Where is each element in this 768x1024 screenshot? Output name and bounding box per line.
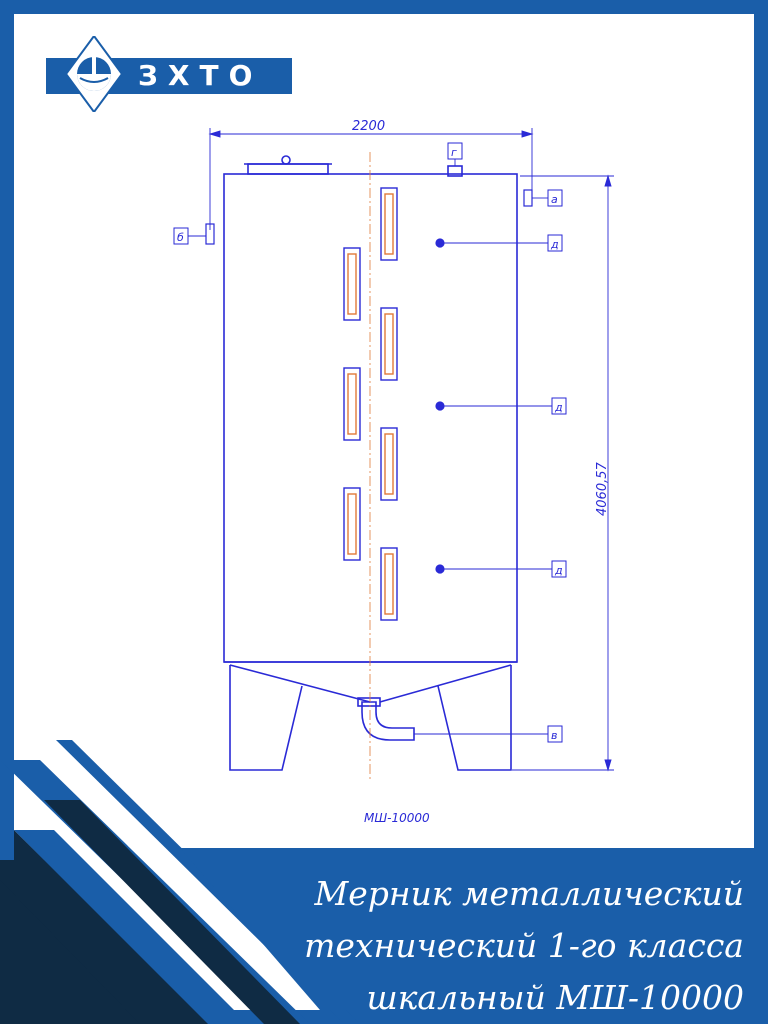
callout-a: а bbox=[551, 193, 558, 206]
tank-outline bbox=[224, 156, 517, 770]
title-line-1: Мерник металлический bbox=[314, 874, 744, 913]
callout-b: б bbox=[177, 231, 184, 244]
sight-glasses bbox=[344, 188, 397, 620]
title-line-3: шкальный МШ-10000 bbox=[366, 978, 744, 1017]
product-title bbox=[224, 868, 744, 1024]
title-line-2: технический 1-го класса bbox=[304, 926, 744, 965]
width-dimension-label: 2200 bbox=[352, 119, 386, 134]
valves bbox=[206, 190, 532, 573]
callout-g: г bbox=[451, 146, 457, 159]
callout-d2: д bbox=[555, 401, 563, 414]
logo-text: ЗХТО bbox=[138, 59, 263, 92]
callout-d1: д bbox=[551, 238, 559, 251]
callout-d3: д bbox=[555, 564, 563, 577]
height-dimension-label: 4060,57 bbox=[595, 462, 610, 516]
model-label: МШ-10000 bbox=[364, 811, 430, 825]
dimension-lines bbox=[210, 128, 614, 770]
logo-icon bbox=[66, 36, 122, 112]
callout-v: в bbox=[551, 729, 558, 742]
